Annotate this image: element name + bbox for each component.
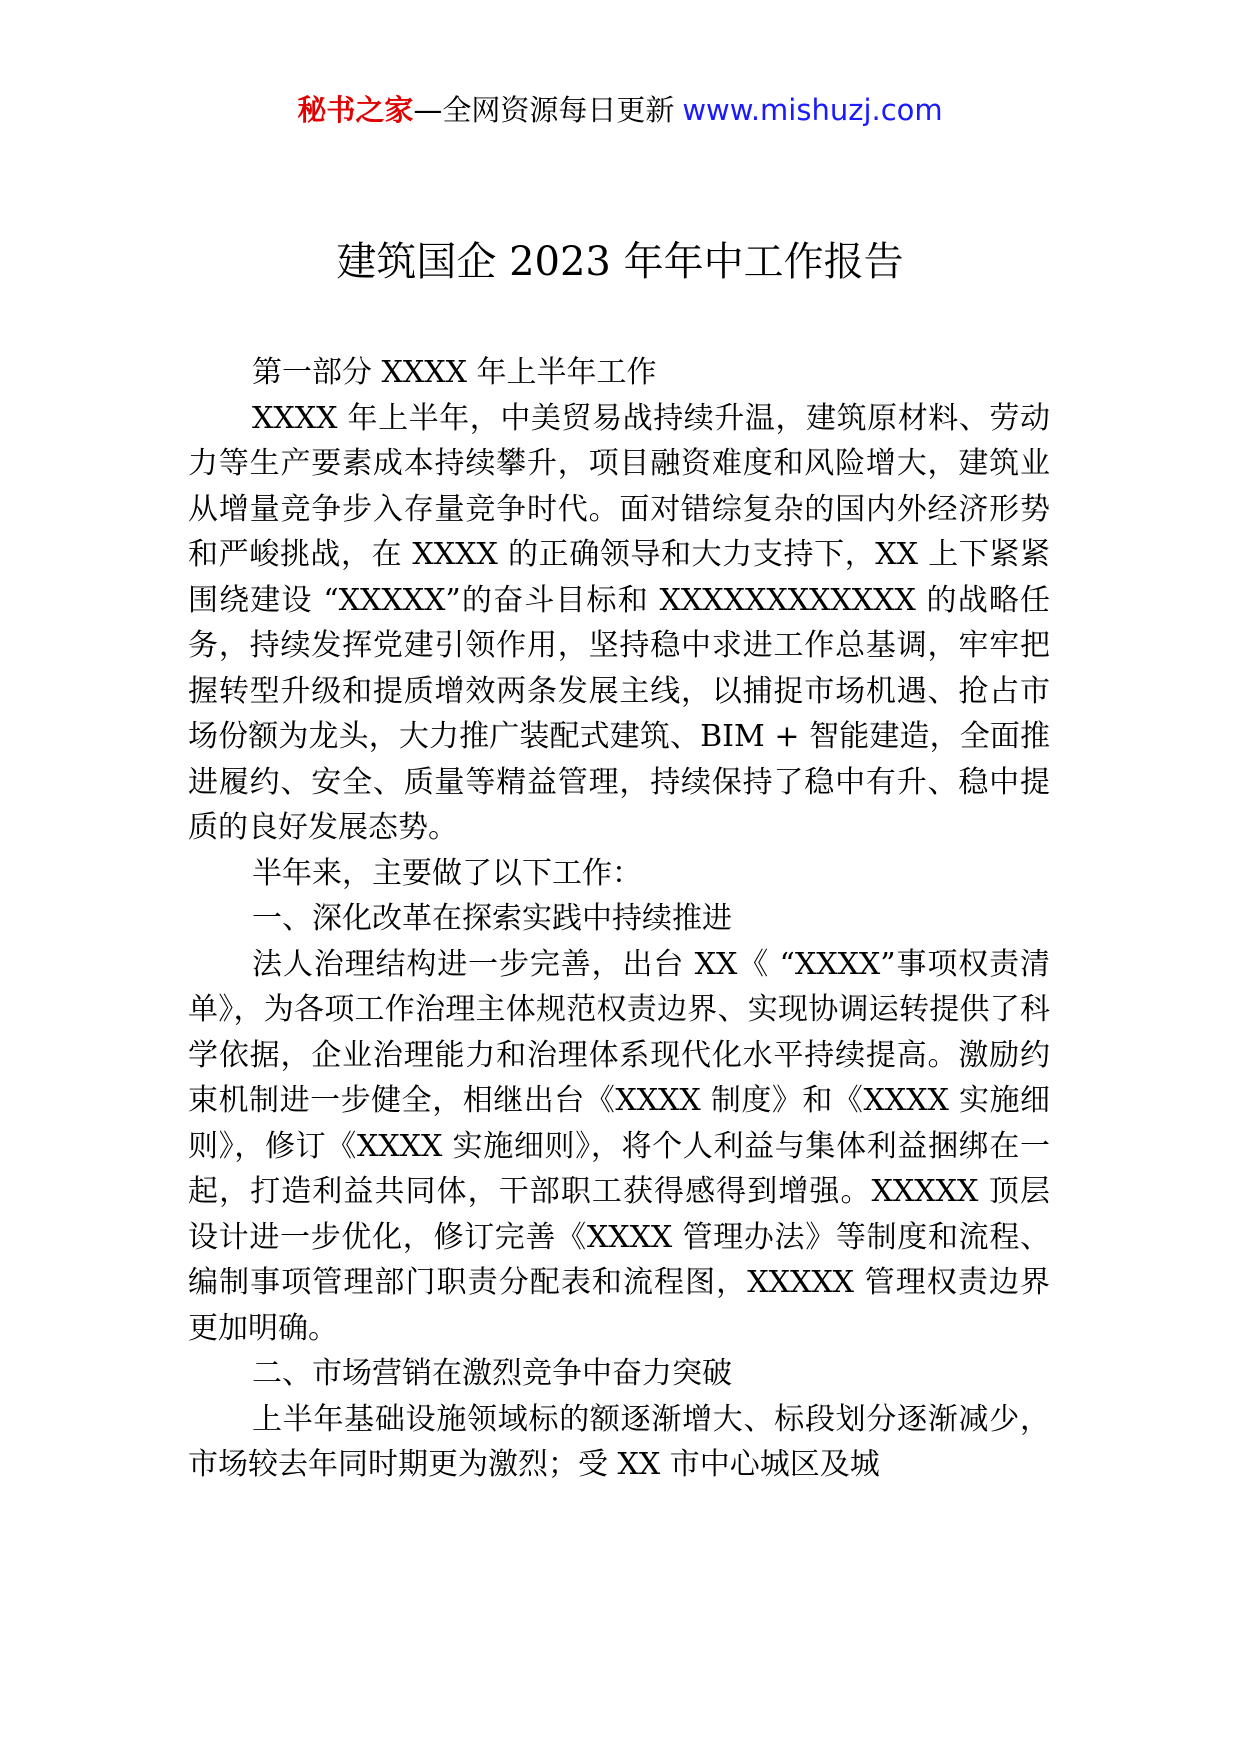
document-title: 建筑国企 2023 年年中工作报告 bbox=[336, 239, 904, 285]
section-heading-reform: 一、深化改革在探索实践中持续推进 bbox=[252, 901, 732, 936]
brand-name: 秘书之家 bbox=[297, 93, 414, 127]
website-link[interactable]: www.mishuzj.com bbox=[682, 93, 943, 127]
site-banner bbox=[0, 90, 1240, 130]
section-heading-marketing: 二、市场营销在激烈竞争中奋力突破 bbox=[252, 1356, 732, 1391]
body-paragraph: 上半年基础设施领域标的额逐渐增大、标段划分逐渐减少，市场较去年同时期更为激烈；受 XX 市中心城区及城 bbox=[188, 1401, 1050, 1482]
section-heading-part-one: 第一部分 XXXX 年上半年工作 bbox=[252, 355, 657, 390]
body-paragraph: 法人治理结构进一步完善，出台 XX《 “XXXX”事项权责清单》，为各项工作治理主体规范权责边界、实现协调运转提供了科学依据，企业治理能力和治理体系现代化水平持续提高。激励约束机制进一步健全，相继出台《XXXX 制度》和《XXXX 实施细则》，修订《XXXX 实施细则》，将个人利益与集体利益捆绑在一起，打造利益共同体，干部职工获得感得到增强。XXXXX 顶层设计进一步优化，修订完善《XXXX 管理办法》等制度和流程、编制事项管理部门职责分配表和流程图，XXXXX 管理权责边界更加明确。 bbox=[188, 946, 1050, 1346]
body-paragraph: XXXX 年上半年，中美贸易战持续升温，建筑原材料、劳动力等生产要素成本持续攀升，项目融资难度和风险增大，建筑业从增量竞争步入存量竞争时代。面对错综复杂的国内外经济形势和严峻挑战，在 XXXX 的正确领导和大力支持下，XX 上下紧紧围绕建设 “XXXXX”的奋斗目标和 XXXXXXXXXXXX 的战略任务，持续发挥党建引领作用，坚持稳中求进工作总基调，牢牢把握转型升级和提质增效两条发展主线，以捕捉市场机遇、抢占市场份额为龙头，大力推广装配式建筑、BIM + 智能建造，全面推进履约、安全、质量等精益管理，持续保持了稳中有升、稳中提质的良好发展态势。 bbox=[188, 400, 1050, 845]
document-body bbox=[188, 350, 1050, 1488]
body-paragraph: 半年来，主要做了以下工作： bbox=[252, 855, 642, 891]
banner-tagline: —全网资源每日更新 bbox=[413, 93, 675, 127]
